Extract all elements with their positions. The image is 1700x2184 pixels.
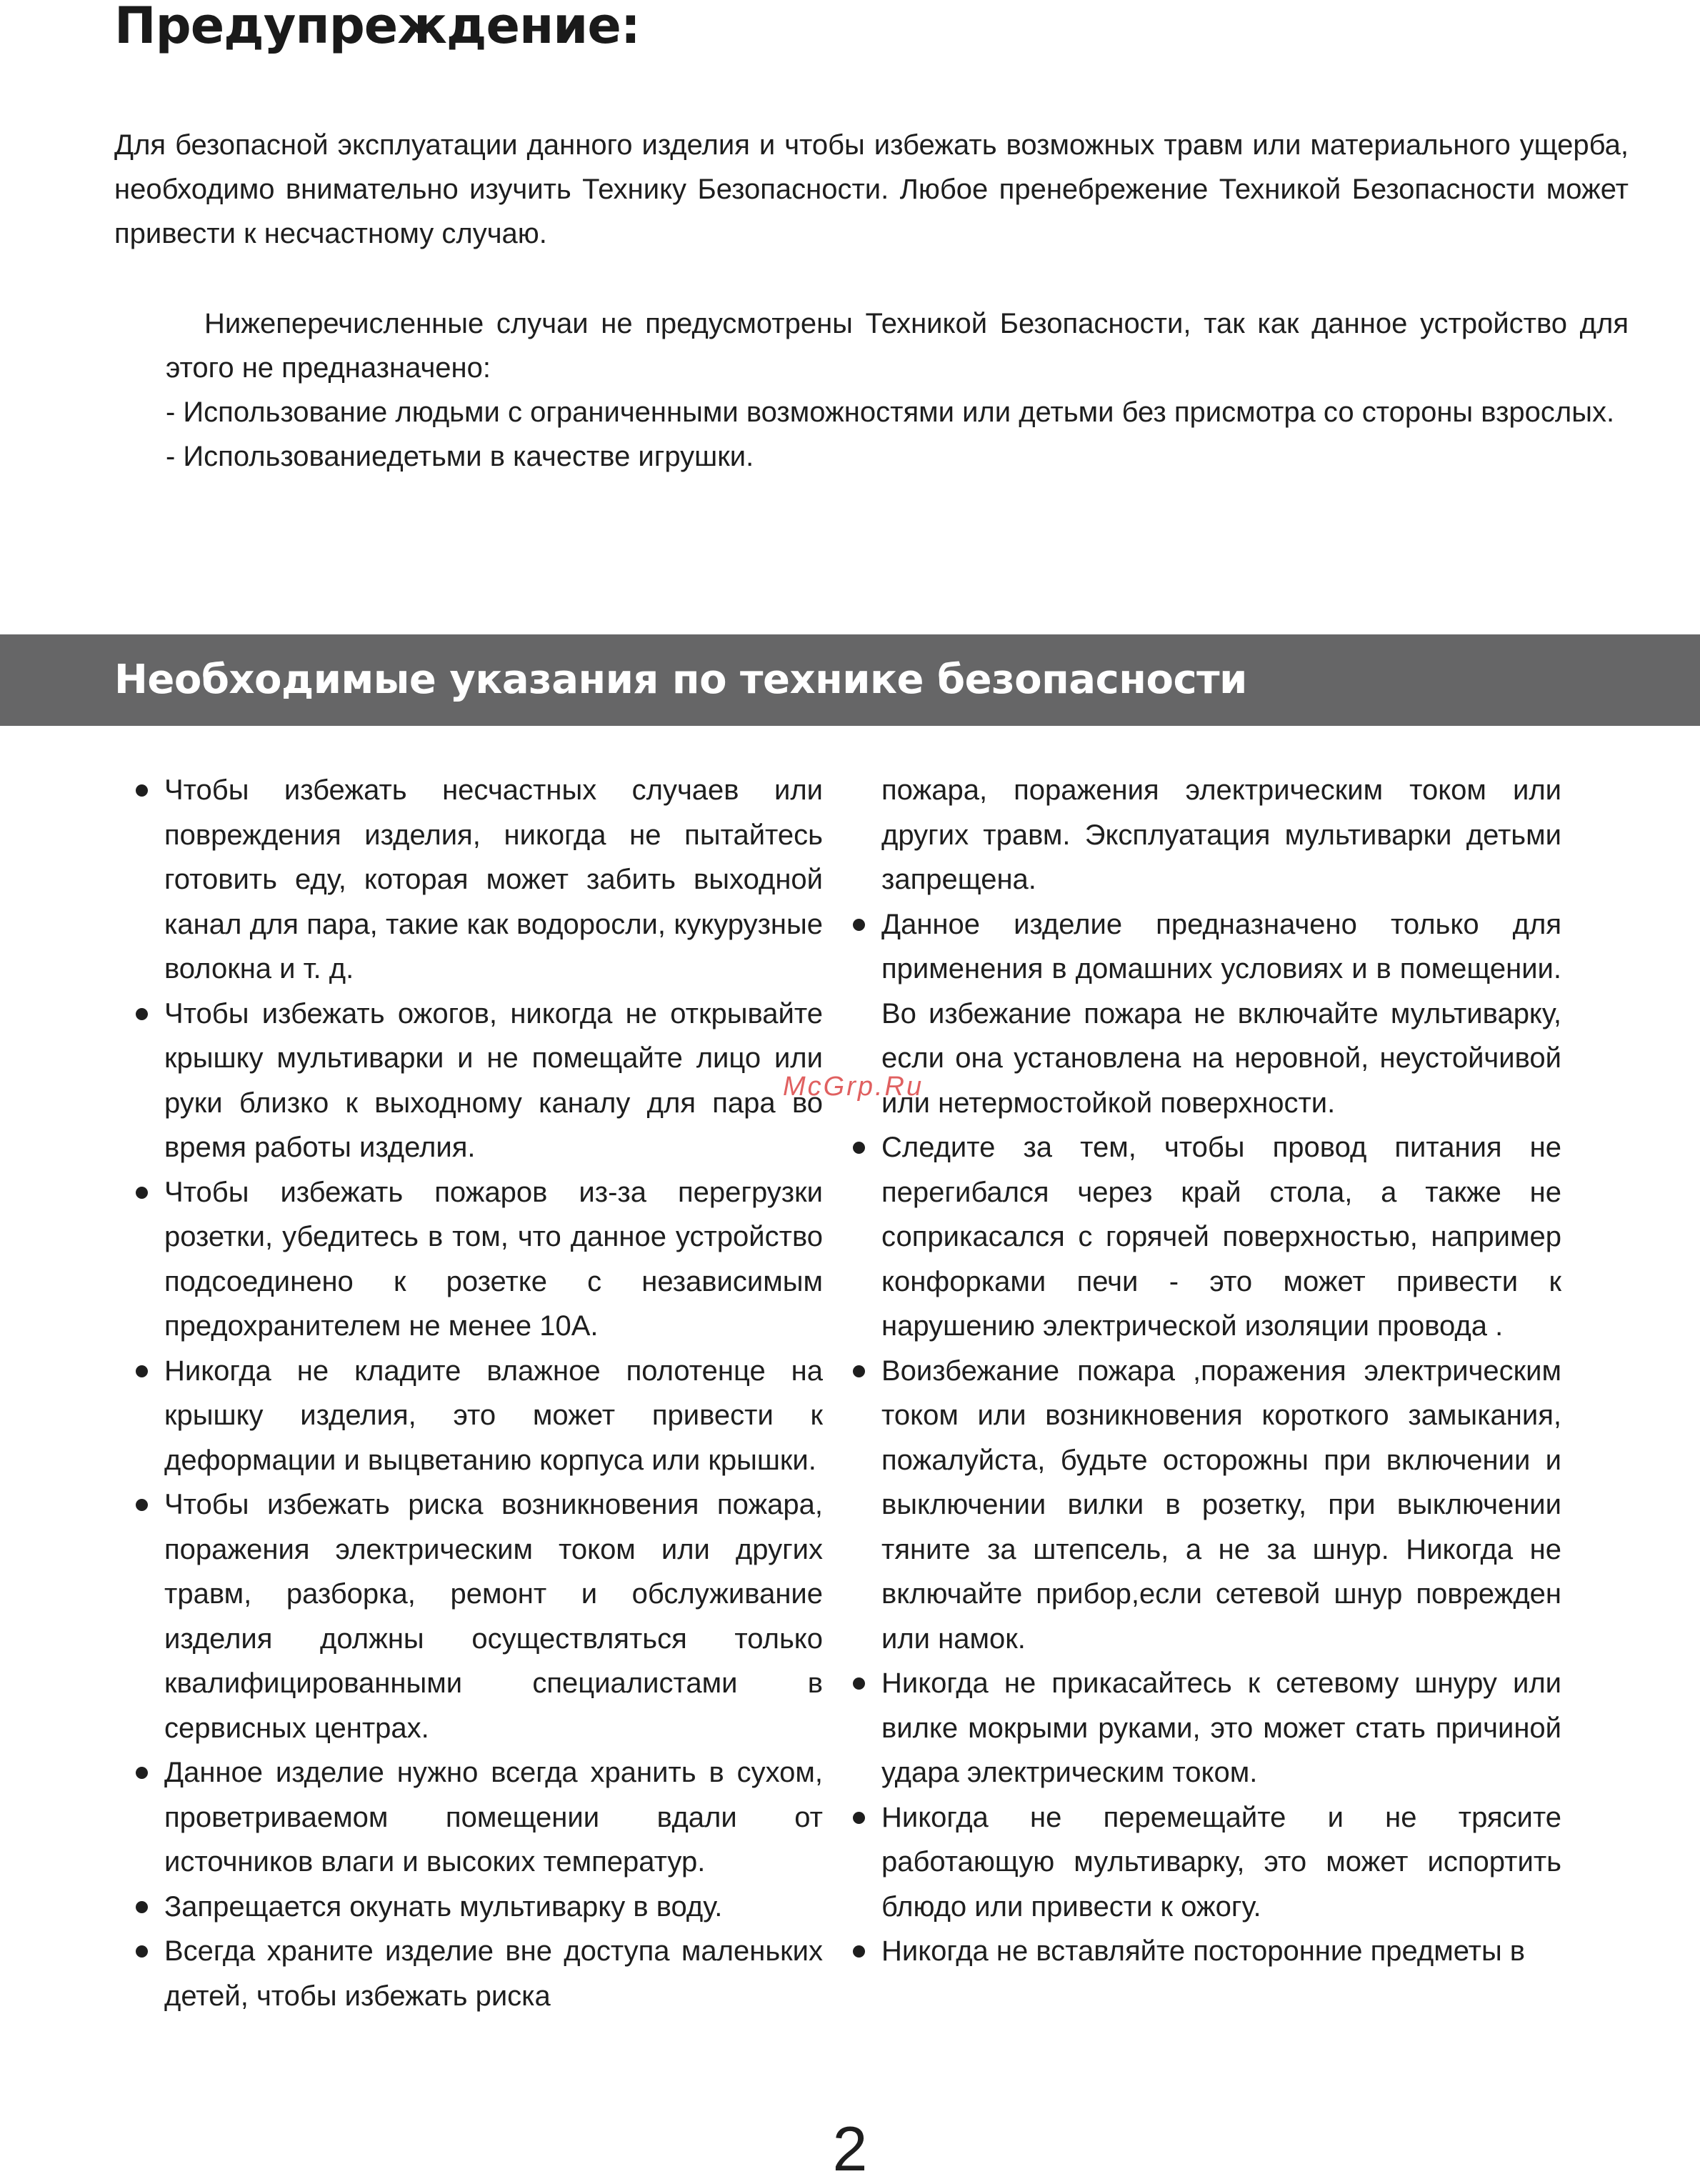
excluded-cases (166, 301, 1629, 479)
section-header-band (0, 634, 1700, 726)
safety-list-item: Никогда не вставляйте посторонние предметы в (881, 1929, 1561, 1974)
safety-list-item: Следите за тем, чтобы провод питания не перегибался через край стола, а также не соприкасался с горячей поверхностью, например конфорками печи - это может привести к нарушению электрической изоляции провода . (881, 1125, 1561, 1349)
page-title: Предупреждение: (114, 0, 640, 55)
safety-list-item: Никогда не перемещайте и не трясите работающую мультиварку, это может испортить блюдо или привести к ожогу. (881, 1795, 1561, 1930)
safety-list-item: Запрещается окунать мультиварку в воду. (164, 1885, 823, 1930)
safety-list-item-continuation: пожара, поражения электрическим током или других травм. Эксплуатация мультиварки детьми запрещена. (881, 774, 1561, 895)
safety-list-item: Никогда не прикасайтесь к сетевому шнуру или вилке мокрыми руками, это может стать причиной удара электрическим током. (881, 1661, 1561, 1795)
safety-list-right-column (881, 768, 1561, 1974)
safety-list-item: Чтобы избежать несчастных случаев или повреждения изделия, никогда не пытайтесь готовить еду, которая может забить выходной канал для пара, такие как водоросли, кукурузные волокна и т. д. (164, 768, 823, 992)
safety-list-item: Никогда не кладите влажное полотенце на крышку изделия, это может привести к деформации и выцветанию корпуса или крышки. (164, 1349, 823, 1483)
safety-list-item: Чтобы избежать ожогов, никогда не открывайте крышку мультиварки и не помещайте лицо или руки близко к выходному каналу для пара во время работы изделия. (164, 992, 823, 1170)
warning-intro: Для безопасной эксплуатации данного изделия и чтобы избежать возможных травм или материального ущерба, необходимо внимательно изучить Технику Безопасности. Любое пренебрежение Техникой Безопасности может привести к несчастному случаю. (114, 129, 1629, 249)
watermark: McGrp.Ru (783, 1072, 924, 1102)
safety-list-item: Данное изделие нужно всегда хранить в сухом, проветриваемом помещении вдали от источников влаги и высоких температур. (164, 1750, 823, 1885)
excluded-case-item: - Использование людьми с ограниченными возможностями или детьми без присмотра со стороны взрослых. (166, 397, 1615, 428)
excluded-cases-lead: Нижеперечисленные случаи не предусмотрены Техникой Безопасности, так как данное устройство для этого не предназначено: (166, 308, 1629, 384)
page-number: 2 (832, 2113, 868, 2184)
safety-list-item: Чтобы избежать риска возникновения пожара, поражения электрическим током или других травм, разборка, ремонт и обслуживание изделия должны осуществляться только квалифицированными специалистами в сервисных центрах. (164, 1482, 823, 1750)
safety-list-left-column (164, 768, 823, 2018)
safety-list-item: Данное изделие предназначено только для применения в домашних условиях и в помещении. Во избежание пожара не включайте мультиварку, если она установлена на неровной, неустойчивой или нетермостойкой поверхности. (881, 902, 1561, 1126)
excluded-case-item: - Использованиедетьми в качестве игрушки. (166, 441, 754, 472)
section-title: Необходимые указания по технике безопасности (114, 657, 1247, 703)
safety-list-item: Всегда храните изделие вне доступа маленьких детей, чтобы избежать риска (164, 1929, 823, 2018)
safety-list-item: Воизбежание пожара ,поражения электрическим током или возникновения короткого замыкания, пожалуйста, будьте осторожны при включении и выключении вилки в розетку, при выключении тяните за штепсель, а не за шнур. Никогда не включайте прибор,если сетевой шнур поврежден или намок. (881, 1349, 1561, 1662)
safety-list-item: Чтобы избежать пожаров из-за перегрузки розетки, убедитесь в том, что данное устройство подсоединено к розетке с независимым предохранителем не менее 10А. (164, 1170, 823, 1349)
